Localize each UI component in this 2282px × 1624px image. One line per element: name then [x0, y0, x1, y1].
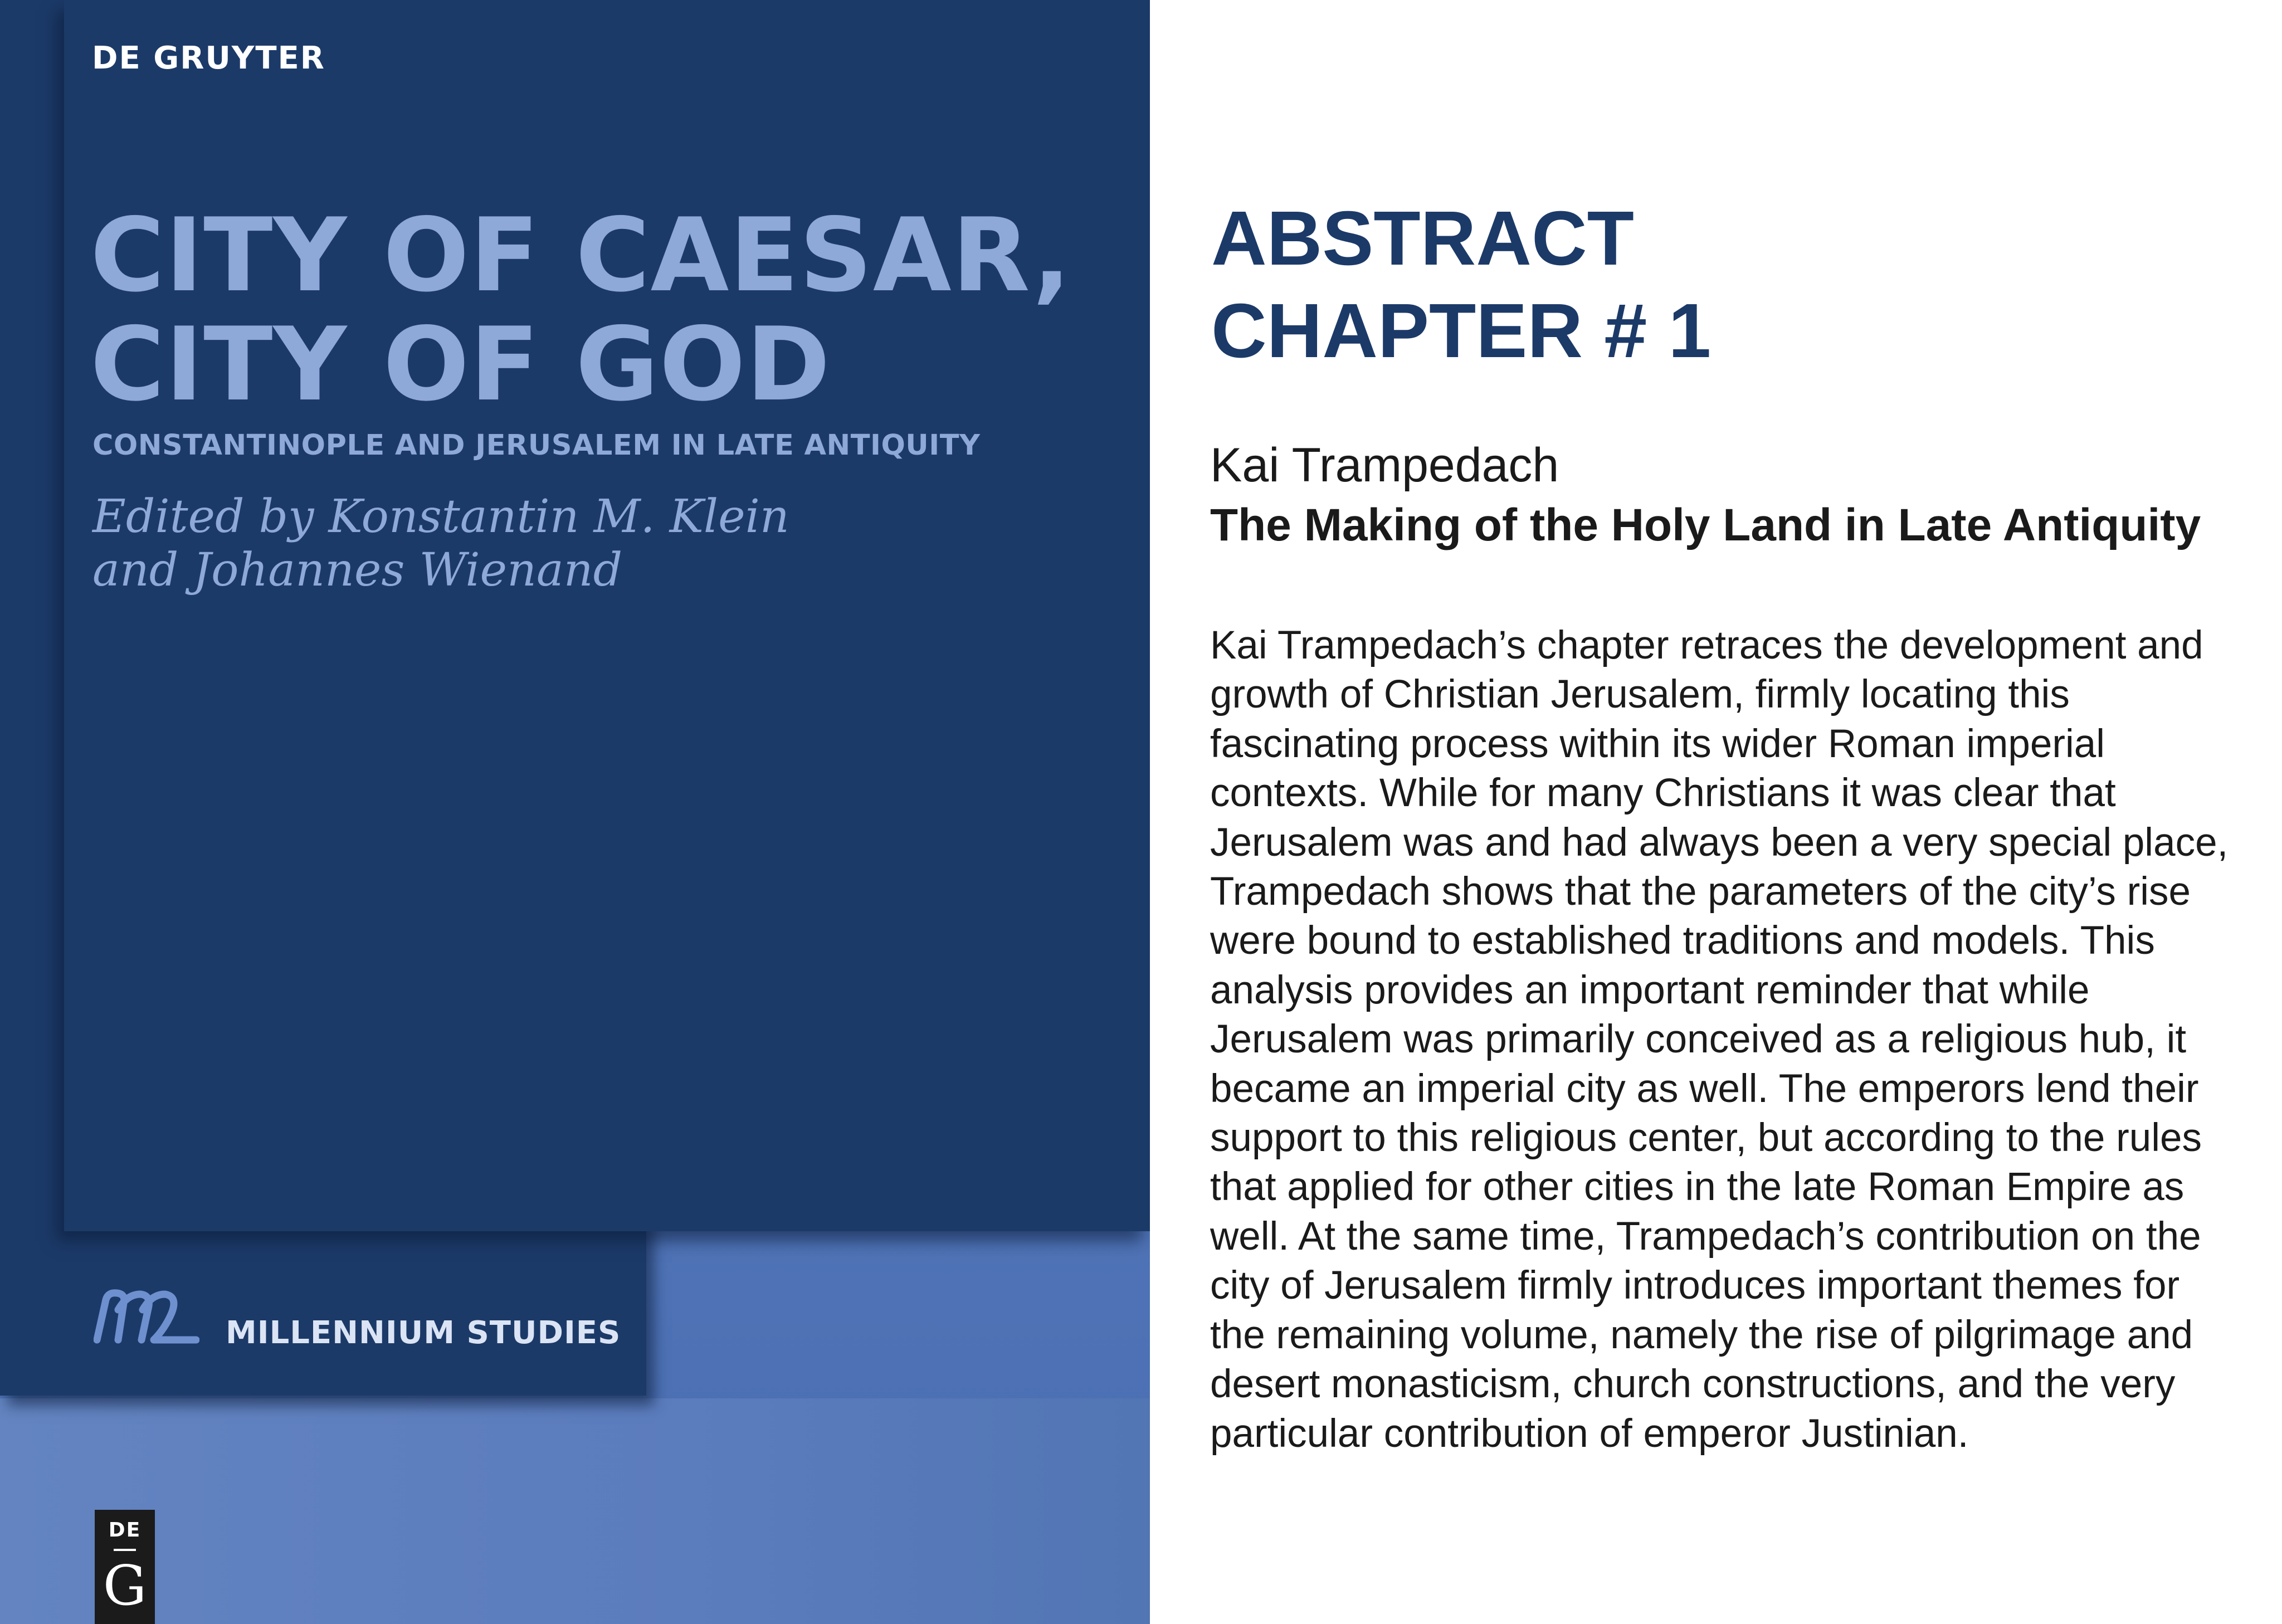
- book-subtitle: CONSTANTINOPLE AND JERUSALEM IN LATE ANTIQUITY: [92, 429, 981, 462]
- editors-line: Edited by Konstantin M. Klein: [92, 490, 789, 543]
- abstract-line: Trampedach shows that the parameters of the city’s rise: [1210, 870, 2191, 914]
- book-title: [90, 196, 1072, 423]
- abstract-line: analysis provides an important reminder that while: [1210, 968, 2090, 1012]
- abstract-line: growth of Christian Jerusalem, firmly locating this: [1210, 672, 2070, 717]
- millennium-m-logo-icon: [94, 1284, 199, 1345]
- abstract-heading-line: CHAPTER # 1: [1211, 288, 1712, 374]
- book-title-line: CITY OF CAESAR,: [90, 196, 1072, 314]
- abstract-line: Kai Trampedach’s chapter retraces the development and: [1210, 623, 2203, 667]
- abstract-body: [1210, 621, 2257, 1459]
- publisher-name: DE GRUYTER: [92, 40, 325, 76]
- abstract-heading-line: ABSTRACT: [1211, 196, 1634, 281]
- abstract-line: were bound to established traditions and models. This: [1210, 919, 2155, 963]
- book-title-line: CITY OF GOD: [90, 305, 831, 423]
- abstract-line: that applied for other cities in the late Roman Empire as: [1210, 1165, 2185, 1210]
- de-gruyter-dg-logo-icon: [95, 1510, 155, 1624]
- abstract-line: Jerusalem was and had always been a very special place,: [1210, 820, 2229, 865]
- abstract-line: support to this religious center, but according to the rules: [1210, 1116, 2202, 1160]
- abstract-line: particular contribution of emperor Justinian.: [1210, 1411, 1969, 1456]
- abstract-line: well. At the same time, Trampedach’s contribution on the: [1210, 1214, 2201, 1259]
- abstract-line: contexts. While for many Christians it was clear that: [1210, 771, 2116, 816]
- book-editors: [92, 490, 789, 597]
- editors-line: and Johannes Wienand: [92, 544, 623, 597]
- chapter-title: The Making of the Holy Land in Late Antiquity: [1210, 500, 2201, 550]
- abstract-line: Jerusalem was primarily conceived as a religious hub, it: [1210, 1017, 2187, 1062]
- series-name: MILLENNIUM STUDIES: [226, 1315, 621, 1351]
- abstract-heading: [1211, 192, 1711, 377]
- dg-logo-bottom: G: [103, 1554, 147, 1618]
- chapter-author: Kai Trampedach: [1210, 438, 1559, 492]
- dg-logo-top: DE: [108, 1519, 142, 1542]
- abstract-line: fascinating process within its wider Roman imperial: [1210, 721, 2105, 766]
- abstract-line: the remaining volume, namely the rise of pilgrimage and: [1210, 1313, 2193, 1357]
- abstract-line: city of Jerusalem firmly introduces important themes for: [1210, 1264, 2180, 1308]
- title-panel: [64, 0, 1150, 1231]
- abstract-line: desert monasticism, church constructions, and the very: [1210, 1362, 2176, 1407]
- abstract-line: became an imperial city as well. The emperors lend their: [1210, 1066, 2199, 1111]
